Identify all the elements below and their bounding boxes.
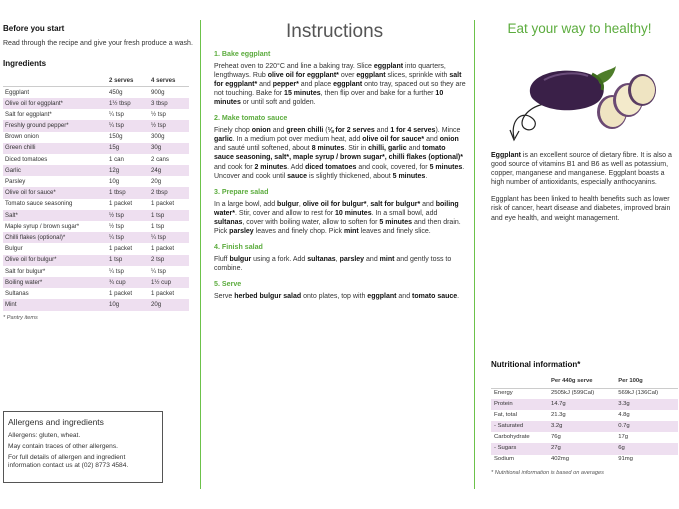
ingredient-cell: 1½ tbsp [107,98,149,109]
ingredient-row [3,210,189,221]
step-heading: 3. Prepare salad [214,187,269,196]
nutrition-cell: - Sugars [491,443,548,454]
bold-term: olive oil for sauce* [362,136,425,144]
ingredient-cell: Salt for bulgur* [5,267,46,275]
step-text: Preheat oven to 220°C and line a baking tray. Slice eggplant into quarters, lengthways. Rub olive oil for eggplant* over eggplant slices, sprinkle with salt for eggplant* and pepper* and place eggplant onto tray, spaced out so they are not touching. Bake for 15 minutes, then flip over and bake for a further 10 minutes or until soft and golden. [214,62,466,107]
ingredient-cell: ¼ tsp [107,232,149,243]
ingredient-cell: ¼ tsp [109,110,124,118]
ingredient-row [3,243,189,254]
ingredient-cell: 1 packet [109,200,133,208]
bold-term: Eggplant [491,152,521,159]
eggplant-health-text: Eggplant has been linked to health benefits such as lower risk of cancer, heart disease and diabetes, improved brain and eye health, and weight management. [491,196,671,222]
nutrition-cell: 91mg [618,456,633,463]
ingredient-cell: 1 can [109,155,124,163]
column-header [3,75,107,87]
nutrition-cell: 27g [548,443,615,454]
bold-term: 5 minutes [429,163,463,171]
ingredient-cell: 1 packet [151,245,175,253]
ingredient-cell: 1 packet [151,289,175,297]
bold-term: bulgur [277,200,299,208]
tagline: Eat your way to healthy! [507,21,652,36]
bold-term: eggplant [367,292,397,300]
bold-term: tomato sauce [412,292,458,300]
eggplant-slices-icon [597,74,656,129]
nutrition-cell: Sodium [494,456,514,463]
ingredient-cell: 1 tsp [149,210,189,221]
bold-term: eggplant [356,71,386,79]
ingredient-cell: ¼ tsp [151,267,166,275]
ingredient-cell: Salt* [3,210,107,221]
ingredient-row [3,288,189,299]
nutrition-row [491,455,678,466]
nutrition-note: * Nutritional information is based on averages [491,469,604,476]
table-header-row [491,376,678,388]
ingredient-cell: Sultanas [5,289,29,297]
bold-term: garlic [214,136,233,144]
bold-term: onion [439,136,459,144]
eggplant-illustration [492,60,670,152]
ingredient-cell: ½ tsp [151,110,166,118]
ingredient-cell: 2 cans [151,155,169,163]
bold-term: mint [343,227,359,235]
bold-term: green chilli [286,127,324,135]
ingredient-row [3,232,189,243]
step-heading: 5. Serve [214,280,242,289]
ingredient-row [3,132,189,143]
ingredient-cell: Olive oil for sauce* [3,187,107,198]
ingredient-cell: 3 tbsp [149,98,189,109]
eggplant-benefits-text: Eggplant is an excellent source of dietary fibre. It is also a good source of vitamins B1 and B6 as well as potassium, copper, manganese and manganese. Eggplant boasts a high number of antioxidants, especially anthocyanins. [491,152,672,187]
ingredient-cell: 2 tbsp [149,187,189,198]
bold-term: diced tomatoes [305,163,357,171]
ingredient-row [3,299,189,310]
bold-term: ⅛ for 2 serves [327,127,375,135]
nutrition-row [491,399,678,410]
bold-term: parsley [339,255,365,263]
ingredient-cell: ¼ tsp [149,232,189,243]
step-heading: 2. Make tomato sauce [214,114,288,123]
allergens-title: Allergens and ingredients [8,417,104,427]
ingredient-cell: 20g [149,299,189,310]
step-text: Serve herbed bulgur salad onto plates, top with eggplant and tomato sauce. [214,292,460,300]
nutrition-cell: 6g [615,443,678,454]
ingredient-cell: 1 packet [109,289,133,297]
ingredient-cell: 10g [107,299,149,310]
ingredient-cell: Green chilli [3,143,107,154]
nutrition-cell: 3.3g [615,399,678,410]
nutrition-cell: 0.7g [615,421,678,432]
ingredient-cell: 300g [151,133,165,141]
bold-term: sultanas [214,218,243,226]
instruction-step [214,243,466,273]
ingredient-cell: 30g [149,143,189,154]
nutrition-cell: 76g [550,434,561,441]
ingredient-cell: Olive oil for bulgur* [3,255,107,266]
ingredient-row [3,255,189,266]
nutrition-cell: 2505kJ (599Cal) [550,390,595,397]
nutrition-cell: 17g [618,434,629,441]
bold-term: herbed bulgur salad [234,292,302,300]
bold-term: sauce [287,172,308,180]
instruction-step [214,114,466,180]
instruction-step [214,188,466,236]
ingredient-cell: ¼ tsp [107,120,149,131]
nutrition-cell: 402mg [550,456,569,463]
instruction-step [214,50,466,107]
nutrition-cell: Carbohydrate [494,434,530,441]
bold-term: chilli, garlic [368,145,407,153]
nutrition-cell: 3.2g [548,421,615,432]
ingredient-cell: Garlic [3,165,107,176]
nutrition-cell: Fat, total [494,412,517,419]
nutrition-cell: Energy [494,390,513,397]
nutrition-cell: 569kJ (136Cal) [618,390,659,397]
ingredient-cell: ½ tsp [107,210,149,221]
ingredient-row [3,199,189,210]
ingredient-cell: 1 tsp [107,255,149,266]
ingredient-row [3,120,189,131]
ingredient-row [3,176,189,187]
bold-term: olive oil for bulgur* [302,200,367,208]
bold-term: 1 for 4 serves [390,127,436,135]
nutrition-heading: Nutritional information* [491,360,581,369]
step-heading: 4. Finish salad [214,242,263,251]
ingredient-cell: ½ tsp [149,120,189,131]
ingredient-row [3,221,189,232]
column-header: 4 serves [149,75,189,87]
column-header: Per 440g serve [548,376,615,388]
step-text: In a large bowl, add bulgur, olive oil for bulgur*, salt for bulgur* and boiling water*. Stir, cover and allow to rest for 10 minutes. In a small bowl, add sultanas, cover with boiling water, allow to soften for 5 minutes and then drain. Pick parsley leaves and finely chop. Pick mint leaves and finely slice. [214,200,461,235]
ingredient-cell: 900g [151,88,165,96]
bold-term: 5 minutes [379,218,413,226]
bold-term: mint [379,255,395,263]
ingredient-cell: 450g [109,88,123,96]
nutrition-table [491,376,678,466]
ingredient-row [3,98,189,109]
ingredient-cell: 12g [107,165,149,176]
column-header: Per 100g [615,376,678,388]
bold-term: 10 minutes [335,209,372,217]
bold-term: boiling water* [214,200,459,217]
ingredient-cell: Brown onion [5,133,39,141]
ingredient-cell: Boiling water* [3,277,107,288]
ingredient-row [3,277,189,288]
ingredient-cell: 10g [109,178,120,186]
ingredients-table [3,75,189,311]
ingredient-row [3,154,189,165]
left-column [0,0,198,509]
bold-term: 10 minutes [214,90,444,107]
ingredient-row [3,87,189,98]
ingredient-row [3,143,189,154]
pantry-note: * Pantry items [3,314,38,321]
nutrition-cell: 21.3g [550,412,566,419]
bold-term: bulgur [229,255,252,263]
nutrition-row [491,421,678,432]
ingredient-cell: Tomato sauce seasoning [5,200,73,208]
nutrition-row [491,432,678,443]
ingredient-cell: Maple syrup / brown sugar* [5,222,80,230]
nutrition-cell: 4.8g [618,412,630,419]
ingredient-cell: ½ tsp [109,222,124,230]
instructions-title: Instructions [286,21,384,42]
column-header [491,376,548,388]
nutrition-cell: - Saturated [491,421,548,432]
nutrition-row [491,443,678,454]
ingredient-cell: Parsley [5,178,26,186]
ingredient-cell: ¼ tsp [109,267,124,275]
ingredient-cell: 24g [149,165,189,176]
ingredient-cell: 150g [109,133,123,141]
table-header-row [3,75,189,87]
bold-term: sultanas [307,255,336,263]
ingredient-cell: ¾ cup [107,277,149,288]
allergens-line: Allergens: gluten, wheat. [8,431,81,439]
bold-term: parsley [229,227,254,235]
ingredient-cell: Salt for eggplant* [5,110,52,118]
ingredient-cell: 2 tsp [149,255,189,266]
ingredient-row [3,187,189,198]
step-heading: 1. Bake eggplant [214,50,271,58]
ingredient-cell: 1½ cup [149,277,189,288]
nutrition-row [491,410,678,421]
step-text: Finely chop onion and green chilli (⅛ for 2 serves and 1 for 4 serves). Mince garlic. In a medium pot over medium heat, add olive oil for sauce* and onion and sauté until softened, about 8 minutes. Stir in chilli, garlic and tomato sauce seasoning, salt*, maple syrup / brown sugar*, chilli flakes (optional)* and cook for 2 minutes. Add diced tomatoes and cook, covered, for 5 minutes. Uncover and cook until sauce is slightly thickened, about 5 minutes. [214,127,465,180]
step-text: Fluff bulgur using a fork. Add sultanas, parsley and mint and gently toss to combine. [214,255,452,272]
bold-term: pepper* [272,81,299,89]
bold-term: eggplant [333,81,363,89]
bold-term: salt for bulgur* [370,200,421,208]
bold-term: tomato sauce seasoning, salt*, maple syrup / brown sugar*, chilli flakes (optional)* [214,145,463,162]
ingredient-cell: Eggplant [5,88,30,96]
ingredients-heading: Ingredients [3,58,47,68]
column-header: 2 serves [107,75,149,87]
instruction-steps [214,50,466,308]
allergens-traces: May contain traces of other allergens. [8,442,118,450]
bold-term: 2 minutes [254,163,288,171]
column-divider-left [200,20,201,489]
ingredient-cell: 1 packet [151,200,175,208]
before-start-text: Read through the recipe and give your fresh produce a wash. [3,40,193,47]
allergens-contact: For full details of allergen and ingredient information contact us at (02) 8773 4584. [8,454,129,470]
ingredient-cell: Chilli flakes (optional)* [3,232,107,243]
ingredient-cell: 1 tbsp [107,187,149,198]
ingredient-cell: Mint [3,299,107,310]
before-start-heading: Before you start [3,24,65,33]
nutrition-cell: Protein [491,399,548,410]
ingredient-cell: Olive oil for eggplant* [3,98,107,109]
bold-term: eggplant [373,62,404,70]
ingredient-cell: 1 packet [109,245,133,253]
allergens-box [3,411,163,483]
instruction-step [214,280,466,301]
bold-term: 5 minutes [392,172,426,180]
ingredient-row [3,165,189,176]
bold-term: salt for eggplant* [214,71,462,89]
ingredient-cell: Bulgur [5,245,23,253]
ingredient-cell: 1 tsp [151,222,165,230]
ingredient-cell: 20g [151,178,162,186]
nutrition-row [491,388,678,399]
bold-term: 15 minutes [284,90,321,98]
bold-term: onion [251,127,271,135]
ingredient-cell: Diced tomatoes [5,155,48,163]
bold-term: olive oil for eggplant* [267,71,339,79]
column-divider-right [474,20,475,489]
ingredient-cell: Freshly ground pepper* [3,120,107,131]
ingredient-cell: 15g [107,143,149,154]
ingredient-row [3,109,189,120]
ingredient-row [3,266,189,277]
bold-term: 8 minutes [311,145,345,153]
nutrition-cell: 14.7g [548,399,615,410]
